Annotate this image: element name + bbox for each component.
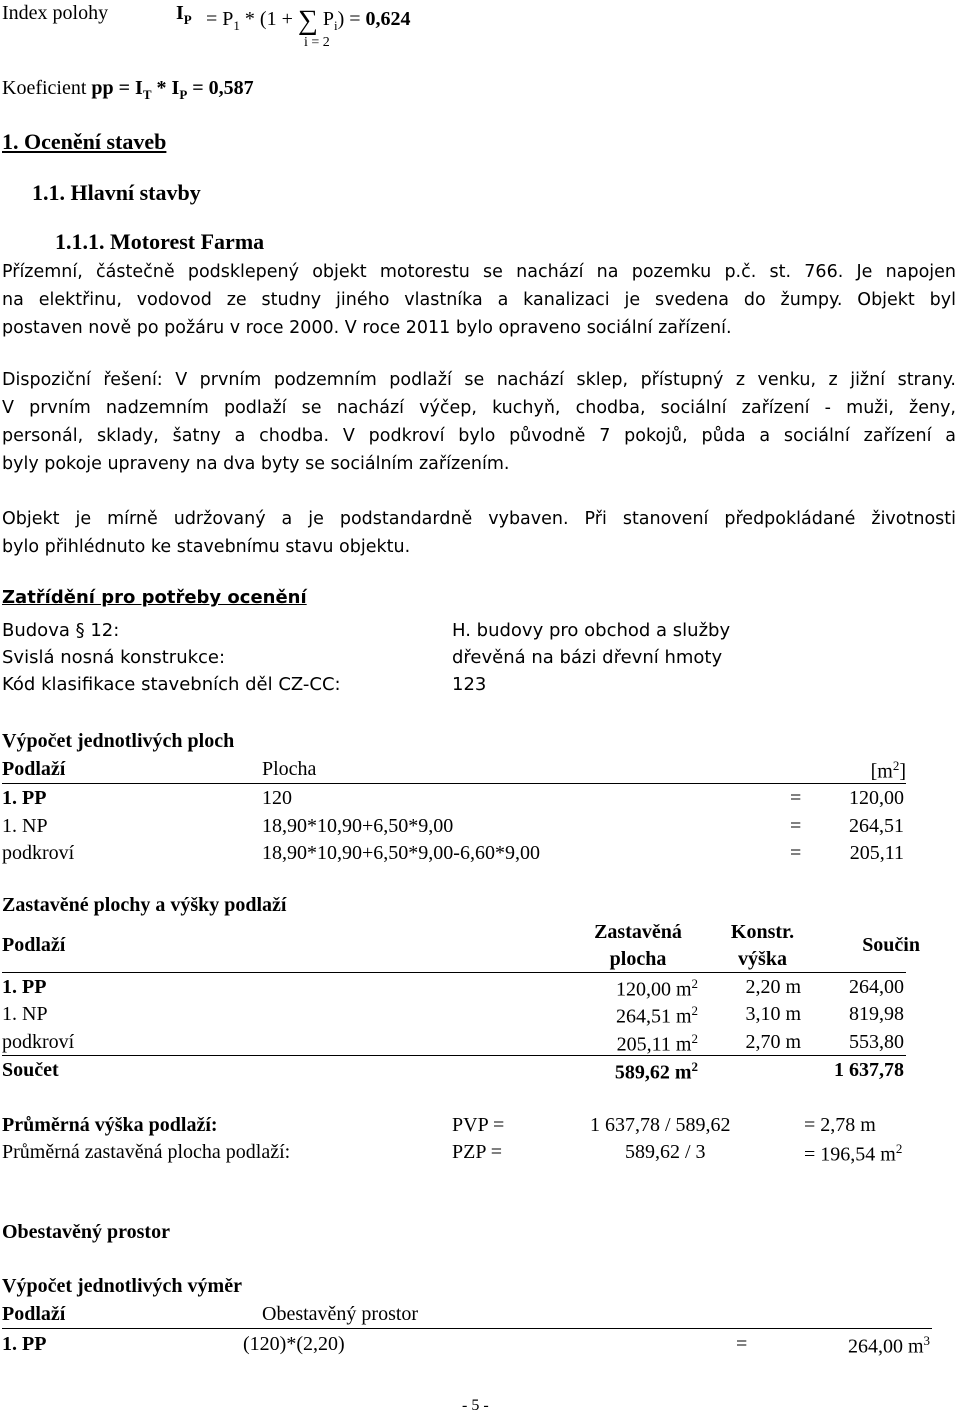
description-paragraph: Přízemní, částečně podsklepený objekt motorestu se nachází na pozemku p.č. st. 766. Je napojen na elektřinu, vodovod ze studny jiného vlastníka a kanalizaci je svedena do žumpy. Objekt byl postaven nově po požáru v roce 2000. V roce 2011 bylo opraveno sociální zařízení. xyxy=(2,262,956,338)
pzp-label: Průměrná zastavěná plocha podlaží: xyxy=(2,1141,291,1163)
condition-paragraph: Objekt je mírně udržovaný a je podstandardně vybaven. Při stanovení předpokládané životnosti bylo přihlédnuto ke stavebnímu stavu objektu. xyxy=(2,509,956,557)
pvp-code: PVP = xyxy=(452,1114,505,1136)
areas-row-eq: = xyxy=(790,815,802,837)
areas-row-expr: 18,90*10,90+6,50*9,00 xyxy=(262,815,454,837)
heights-header-product: Součin xyxy=(862,934,920,956)
volume-row-expr: (120)*(2,20) xyxy=(243,1333,345,1355)
areas-header-floor: Podlaží xyxy=(2,758,66,780)
pvp-expr: 1 637,78 / 589,62 xyxy=(590,1114,731,1136)
heights-row-floor: podkroví xyxy=(2,1031,75,1053)
sigma-symbol: ∑ xyxy=(297,5,318,36)
areas-row-value: 120,00 xyxy=(849,787,904,809)
areas-header-unit: $[m^2]$ xyxy=(870,758,906,783)
heights-header-floor: Podlaží xyxy=(2,934,66,956)
pzp-code: PZP = xyxy=(452,1141,502,1163)
heights-header-area-2: plocha xyxy=(609,948,667,970)
pzp-value: = 196,54 $m^2$ xyxy=(804,1141,903,1166)
index-label: Index polohy xyxy=(2,2,109,24)
areas-row-eq: = xyxy=(790,842,802,864)
pzp-expr: 589,62 / 3 xyxy=(625,1141,706,1163)
heights-sum-label: Součet xyxy=(2,1059,59,1081)
heights-row-height: 2,20 m xyxy=(745,976,801,998)
classification-label-2: Svislá nosná konstrukce: xyxy=(2,647,226,668)
areas-row-expr: 18,90*10,90+6,50*9,00-6,60*9,00 xyxy=(262,842,540,864)
areas-row-floor: 1. PP xyxy=(2,787,47,809)
heights-header-area: Zastavěná xyxy=(594,921,682,943)
volume-row-eq: = xyxy=(736,1333,748,1355)
heights-row-area: 264,51 $m^2$ xyxy=(615,1003,698,1028)
areas-row-floor: podkroví xyxy=(2,842,75,864)
heading-3: 1.1.1. Motorest Farma xyxy=(55,229,265,254)
heights-row-height: 2,70 m xyxy=(745,1031,801,1053)
volume-title: Obestavěný prostor xyxy=(2,1221,170,1243)
heights-row-area: 120,00 $m^2$ xyxy=(615,976,698,1001)
disposition-paragraph: Dispoziční řešení: V prvním podzemním podlaží se nachází sklep, přístupný z venku, z jižní strany. V prvním nadzemním podlaží se nachází výčep, kuchyň, chodba, sociální zařízení - muži, ženy, personál, sklady, šatny a chodba. V podkroví bylo původně 7 pokojů, půda a sociální zařízení a byly pokoje upraveny na dva byty se sociálním zařízením. xyxy=(2,370,956,474)
classification-label-3: Kód klasifikace stavebních děl CZ-CC: xyxy=(2,674,341,695)
areas-row-eq: = xyxy=(790,787,802,809)
heights-row-product: 264,00 xyxy=(849,976,904,998)
volume-row-floor: 1. PP xyxy=(2,1333,47,1355)
heights-header-rule xyxy=(2,972,906,973)
areas-title: Výpočet jednotlivých ploch xyxy=(2,730,235,752)
volume-header-space: Obestavěný prostor xyxy=(262,1303,419,1325)
heights-row-floor: 1. PP xyxy=(2,976,47,998)
volume-header-floor: Podlaží xyxy=(2,1303,66,1325)
areas-row-value: 205,11 xyxy=(849,842,904,864)
index-formula-rhs: = $P_1 * (1$ + ∑ $P_i) = 0,624$ xyxy=(206,5,411,36)
areas-header-area: Plocha xyxy=(262,758,317,780)
areas-header-rule xyxy=(2,783,906,784)
classification-value-3: 123 xyxy=(452,674,487,695)
heights-header-height-2: výška xyxy=(738,948,787,970)
page-number: - 5 - xyxy=(462,1397,489,1414)
heights-row-area: 205,11 $m^2$ xyxy=(616,1031,698,1056)
areas-row-value: 264,51 xyxy=(849,815,904,837)
classification-value-1: H. budovy pro obchod a služby xyxy=(452,620,731,641)
heights-sum-product: 1 637,78 xyxy=(834,1059,904,1081)
areas-row-expr: 120 xyxy=(262,787,292,809)
index-formula-lhs: $I_P$ xyxy=(176,2,192,27)
koeficient-formula: Koeficient pp = $I_T * I_P = 0,587$ xyxy=(2,77,254,102)
heights-row-height: 3,10 m xyxy=(745,1003,801,1025)
classification-label-1: Budova § 12: xyxy=(2,620,120,641)
classification-value-2: dřevěná na bázi dřevní hmoty xyxy=(452,647,723,668)
pvp-label: Průměrná výška podlaží: xyxy=(2,1114,218,1136)
volume-subtitle: Výpočet jednotlivých výměr xyxy=(2,1275,242,1297)
sigma-range: i = 2 xyxy=(304,35,330,50)
heights-sum-area: 589,62 $m^2$ xyxy=(614,1059,698,1084)
heights-header-height: Konstr. xyxy=(730,921,795,943)
heading-2: 1.1. Hlavní stavby xyxy=(32,180,201,205)
heading-1: 1. Ocenění staveb xyxy=(2,129,167,154)
heights-row-floor: 1. NP xyxy=(2,1003,48,1025)
heights-row-product: 819,98 xyxy=(849,1003,904,1025)
volume-row-value: 264,00 $m^3$ xyxy=(847,1333,930,1358)
areas-row-floor: 1. NP xyxy=(2,815,48,837)
classification-title: Zatřídění pro potřeby ocenění xyxy=(2,587,307,608)
volume-header-rule xyxy=(2,1328,932,1329)
heights-sum-rule xyxy=(2,1055,906,1056)
heights-title: Zastavěné plochy a výšky podlaží xyxy=(2,894,287,916)
heights-row-product: 553,80 xyxy=(849,1031,904,1053)
pvp-value: = 2,78 m xyxy=(804,1114,876,1136)
